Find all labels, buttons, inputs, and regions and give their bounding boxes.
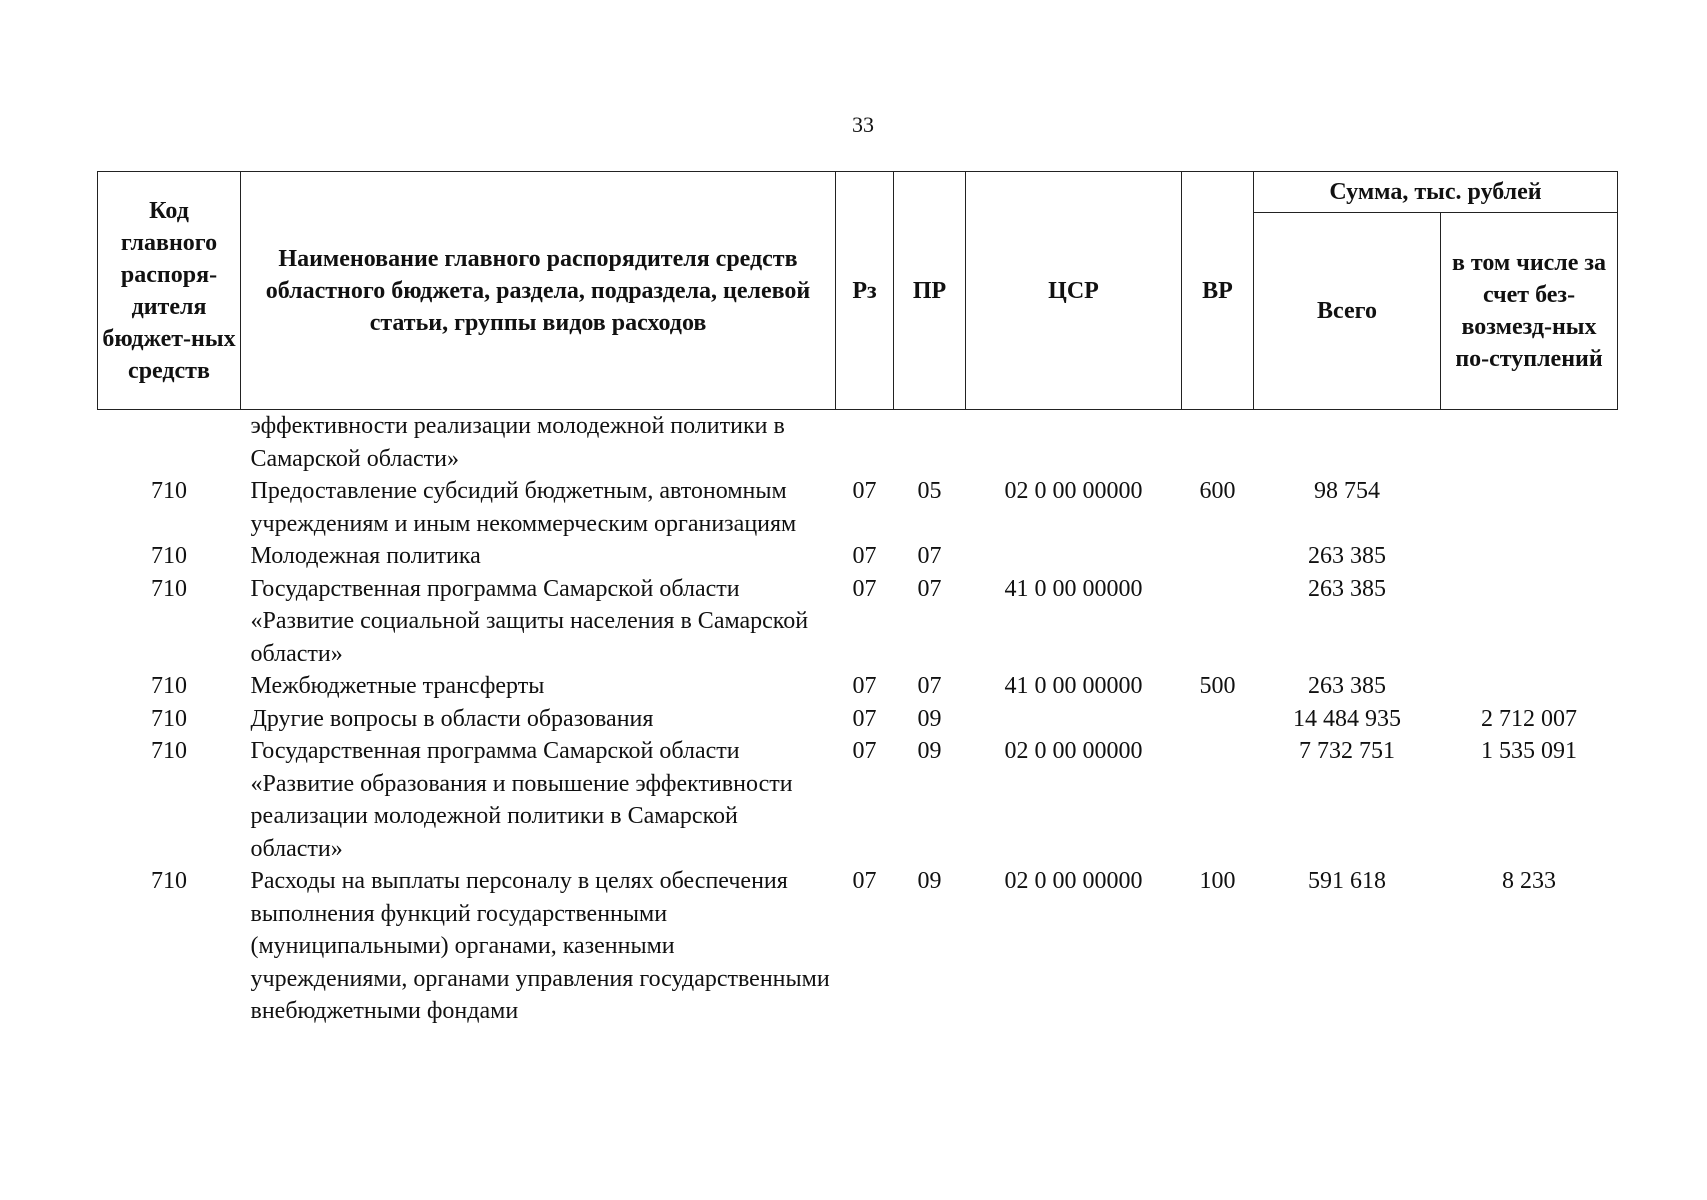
row-incl [1441, 410, 1618, 476]
row-pr: 09 [917, 738, 942, 764]
row-pr [894, 410, 966, 476]
row-pr: 07 [917, 673, 942, 699]
row-vr [1182, 735, 1254, 865]
header-pr: ПР [894, 172, 966, 410]
row-csr: 02 0 00 00000 [1004, 738, 1143, 764]
row-pr: 05 [917, 478, 942, 504]
table-row [98, 475, 1618, 540]
header-csr: ЦСР [966, 172, 1182, 410]
row-code: 710 [151, 673, 187, 699]
header-incl: в том числе за счет без-возмезд-ных по-ступлений [1441, 213, 1618, 410]
row-rz: 07 [852, 705, 877, 732]
row-rz: 07 [852, 478, 877, 504]
row-pr: 09 [917, 868, 942, 894]
row-csr: 02 0 00 00000 [1004, 868, 1143, 894]
row-name: эффективности реализации молодежной политики в Самарской области» [250, 413, 785, 472]
row-csr: 41 0 00 00000 [1004, 575, 1143, 602]
row-rz: 07 [852, 738, 877, 764]
row-code: 710 [151, 543, 187, 569]
row-vr [1182, 540, 1254, 573]
header-total: Всего [1254, 213, 1441, 410]
row-total: 263 385 [1308, 673, 1386, 699]
table-row [98, 573, 1618, 671]
row-total: 591 618 [1308, 868, 1386, 894]
table-row [98, 670, 1618, 703]
row-name: Государственная программа Самарской области «Развитие образования и повышение эффективности реализации молодежной политики в Самарской области» [250, 738, 793, 862]
row-incl [1441, 573, 1618, 671]
row-rz: 07 [852, 868, 877, 894]
row-vr [1182, 410, 1254, 476]
row-name: Другие вопросы в области образования [250, 705, 654, 732]
row-incl [1441, 670, 1618, 703]
header-vr: ВР [1182, 172, 1254, 410]
row-vr: 500 [1199, 673, 1236, 699]
row-pr: 07 [917, 575, 942, 602]
row-incl: 1 535 091 [1481, 738, 1577, 764]
table-row [98, 865, 1618, 1028]
row-name: Расходы на выплаты персоналу в целях обеспечения выполнения функций государственными (муниципальными) органами, казенными учреждениями, органами управления государственными внебюджетными фондами [250, 868, 830, 1024]
row-code [98, 410, 241, 476]
row-incl [1441, 475, 1618, 540]
row-total: 263 385 [1308, 575, 1386, 602]
row-pr: 07 [917, 543, 942, 569]
header-code: Код главного распоря-дителя бюджет-ных средств [98, 172, 241, 410]
row-csr [966, 540, 1182, 573]
row-vr: 600 [1199, 478, 1236, 504]
row-total: 7 732 751 [1299, 738, 1395, 764]
row-incl [1441, 540, 1618, 573]
row-rz: 07 [852, 673, 877, 699]
row-csr [966, 703, 1182, 736]
header-sum: Сумма, тыс. рублей [1254, 172, 1618, 213]
row-incl: 2 712 007 [1481, 705, 1577, 732]
row-rz: 07 [852, 543, 877, 569]
page-number: 33 [852, 112, 874, 137]
row-total: 98 754 [1314, 478, 1380, 504]
header-name: Наименование главного распорядителя средств областного бюджета, раздела, подраздела, целевой статьи, группы видов расходов [241, 172, 836, 410]
row-code: 710 [151, 738, 187, 764]
row-name: Государственная программа Самарской области «Развитие социальной защиты населения в Самарской области» [250, 575, 809, 667]
budget-table [97, 171, 1618, 1028]
row-name: Молодежная политика [250, 543, 481, 569]
row-total: 263 385 [1308, 543, 1386, 569]
row-name: Предоставление субсидий бюджетным, автономным учреждениям и иным некоммерческим организациям [250, 478, 797, 537]
row-csr: 02 0 00 00000 [1004, 478, 1143, 504]
row-rz: 07 [852, 575, 877, 602]
row-code: 710 [151, 868, 187, 894]
row-code: 710 [151, 478, 187, 504]
row-csr [966, 410, 1182, 476]
table-row [98, 735, 1618, 865]
row-vr: 100 [1199, 868, 1236, 894]
table-row [98, 540, 1618, 573]
table-row [98, 410, 1618, 476]
row-rz [836, 410, 894, 476]
row-csr: 41 0 00 00000 [1004, 673, 1143, 699]
header-rz: Рз [836, 172, 894, 410]
row-pr: 09 [917, 705, 942, 732]
row-total: 14 484 935 [1293, 705, 1401, 732]
row-code: 710 [151, 575, 187, 602]
row-vr [1182, 573, 1254, 671]
row-total [1254, 410, 1441, 476]
table-header [98, 172, 1618, 410]
table-row [98, 703, 1618, 736]
row-vr [1182, 703, 1254, 736]
row-name: Межбюджетные трансферты [250, 673, 545, 699]
row-code: 710 [151, 705, 187, 732]
row-incl: 8 233 [1502, 868, 1556, 894]
table-body [98, 410, 1618, 1028]
